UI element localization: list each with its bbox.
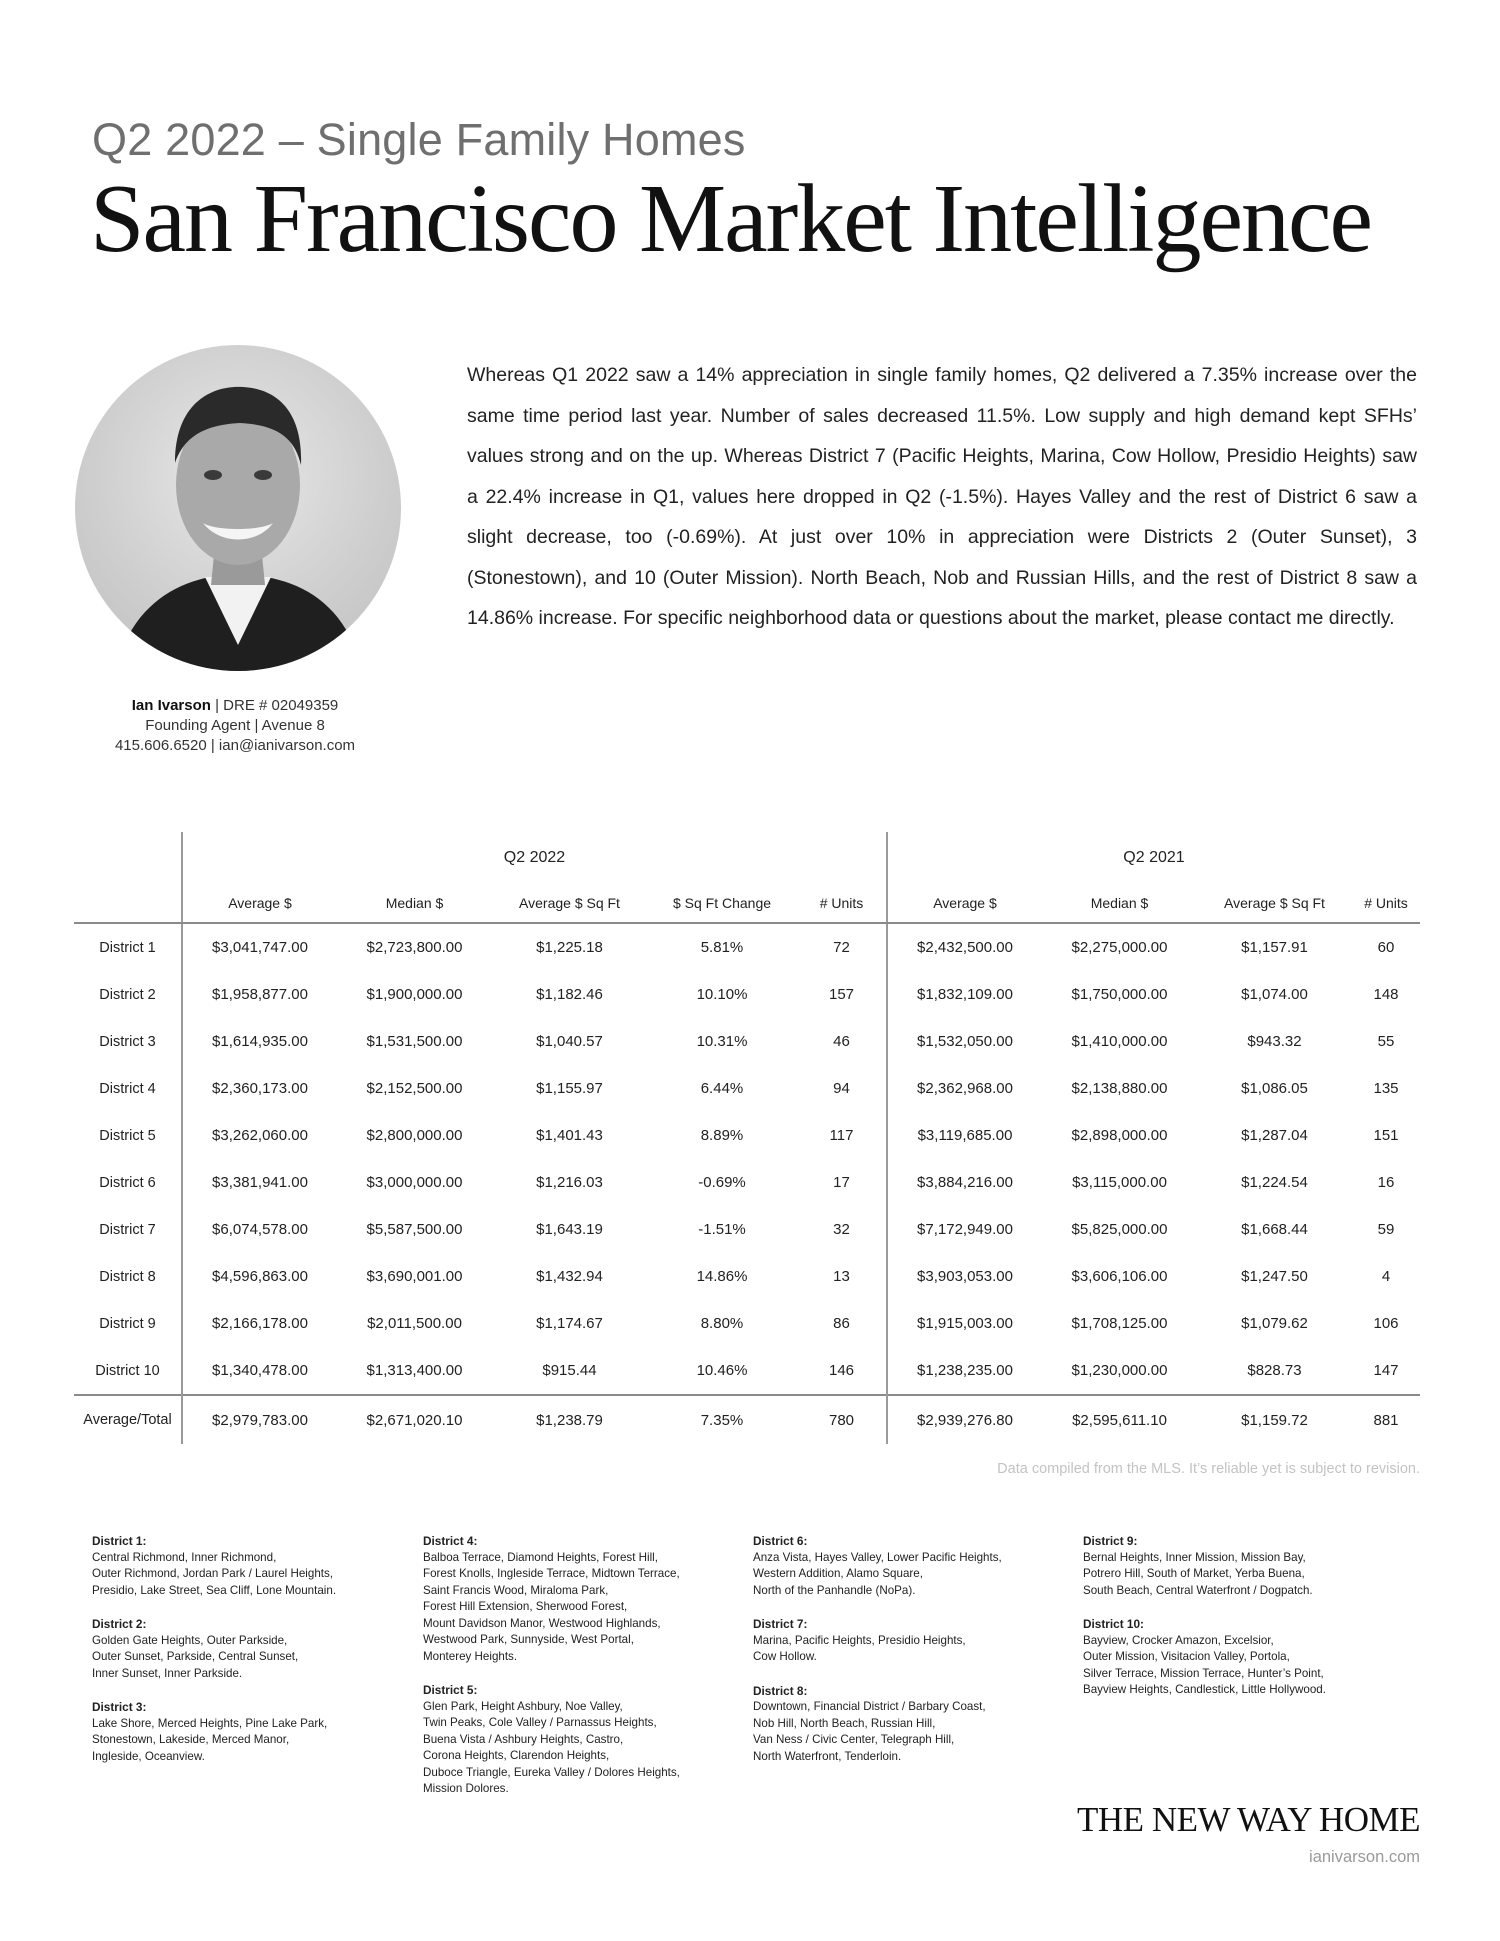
district-neighborhoods-line: Duboce Triangle, Eureka Valley / Dolores Heights, [423,1765,680,1779]
table-cell: $2,723,800.00 [366,939,463,956]
table-cell: $5,587,500.00 [366,1221,463,1238]
table-cell: 780 [797,1395,887,1444]
table-cell: $1,287.04 [1241,1127,1308,1144]
table-cell: 60 [1377,939,1395,956]
table-row [74,923,1420,971]
district-neighborhoods-line: Silver Terrace, Mission Terrace, Hunter’s Point, [1083,1666,1324,1680]
district-neighborhoods-line: Ingleside, Oceanview. [92,1749,205,1763]
table-cell: 135 [1373,1080,1399,1097]
table-cell: $3,262,060.00 [182,1112,337,1159]
table-cell: 147 [1373,1362,1399,1379]
row-label: District 10 [95,1362,160,1379]
table-cell: $1,432.94 [536,1268,603,1285]
table-cell: $3,690,001.00 [366,1268,463,1285]
district-name: District 6: [753,1534,808,1548]
district-neighborhoods-line: Glen Park, Height Ashbury, Noe Valley, [423,1699,623,1713]
district-neighborhoods-line: Golden Gate Heights, Outer Parkside, [92,1633,288,1647]
district-neighborhoods-line: Monterey Heights. [423,1649,518,1663]
table-cell: 32 [833,1221,850,1238]
row-label: District 1 [99,939,156,956]
district-neighborhoods-line: Buena Vista / Ashbury Heights, Castro, [423,1732,624,1746]
district-name: District 8: [753,1683,808,1698]
table-cell: 7.35% [647,1395,797,1444]
table-cell: $1,532,050.00 [887,1018,1042,1065]
agent-photo [75,345,401,671]
district-neighborhoods-line: Van Ness / Civic Center, Telegraph Hill, [753,1733,955,1746]
table-cell: $2,360,173.00 [182,1065,337,1112]
district-neighborhoods-line: Cow Hollow. [753,1650,817,1663]
row-label: Average/Total [74,1395,182,1444]
table-cell: 881 [1352,1395,1420,1444]
district-name: District 10: [1083,1617,1144,1631]
col-header: Average $ Sq Ft [1197,884,1352,923]
district-name: District 3: [92,1700,147,1714]
table-cell: $5,825,000.00 [1071,1221,1168,1238]
table-cell: $1,086.05 [1241,1080,1308,1097]
table-cell: 10.10% [696,986,748,1003]
table-cell: $1,224.54 [1241,1174,1308,1191]
district-block [423,1682,753,1798]
table-cell: $2,138,880.00 [1071,1080,1168,1097]
table-cell: 13 [833,1268,850,1285]
district-neighborhoods-line: Corona Heights, Clarendon Heights, [423,1749,610,1762]
district-neighborhoods-line: Anza Vista, Hayes Valley, Lower Pacific Heights, [753,1550,1002,1564]
table-cell: $2,362,968.00 [887,1065,1042,1112]
district-neighborhoods-line: Bernal Heights, Inner Mission, Mission Bay, [1083,1550,1306,1564]
table-row [74,1159,1420,1206]
district-name: District 5: [423,1683,478,1697]
district-neighborhoods-line: Saint Francis Wood, Miraloma Park, [423,1583,609,1597]
table-cell: 106 [1373,1315,1399,1332]
table-cell: $1,643.19 [536,1221,603,1238]
table-cell: $1,340,478.00 [182,1347,337,1395]
table-cell: $2,671,020.10 [337,1395,492,1444]
table-cell: 16 [1377,1174,1395,1191]
table-cell: $1,079.62 [1241,1315,1308,1332]
agent-role: Founding Agent | Avenue 8 [145,717,325,734]
table-row [74,971,1420,1018]
table-cell: $3,000,000.00 [366,1174,463,1191]
district-block [753,1683,1083,1766]
table-cell: $1,708,125.00 [1071,1315,1168,1332]
col-header: # Units [797,884,887,923]
total-row [74,1395,1420,1444]
district-column [753,1533,1083,1782]
table-cell: $1,668.44 [1241,1221,1308,1238]
table-cell: $3,381,941.00 [182,1159,337,1206]
table-cell: $1,832,109.00 [887,971,1042,1018]
table-cell: 148 [1373,986,1399,1003]
col-header: Average $ [887,884,1042,923]
district-column [1083,1533,1413,1716]
district-neighborhoods-line: Potrero Hill, South of Market, Yerba Buena, [1083,1567,1305,1580]
district-neighborhoods-line: Mount Davidson Manor, Westwood Highlands, [423,1616,661,1630]
table-cell: $1,915,003.00 [887,1300,1042,1347]
table-cell: $1,182.46 [536,986,603,1003]
table-row [74,1300,1420,1347]
agent-dre: | DRE # 02049359 [210,697,339,714]
district-column [92,1533,422,1782]
agent-contact[interactable]: 415.606.6520 | ian@ianivarson.com [114,737,356,754]
district-neighborhoods-line: Balboa Terrace, Diamond Heights, Forest Hill, [423,1550,658,1564]
table-row [74,1018,1420,1065]
table-cell: 72 [833,939,850,956]
table-cell: $1,750,000.00 [1071,986,1168,1003]
district-neighborhoods-line: Western Addition, Alamo Square, [753,1567,923,1580]
market-table [74,832,1420,1444]
table-cell: $1,225.18 [536,939,603,956]
table-cell: $3,903,053.00 [887,1253,1042,1300]
table-cell: $915.44 [542,1362,597,1379]
district-neighborhoods-line: Outer Richmond, Jordan Park / Laurel Heights, [92,1567,334,1580]
table-cell: 6.44% [700,1080,744,1097]
source-note: Data compiled from the MLS. It’s reliable yet is subject to revision. [997,1461,1420,1477]
table-cell: $3,119,685.00 [887,1112,1042,1159]
district-neighborhoods-line: Outer Sunset, Parkside, Central Sunset, [92,1650,299,1663]
district-block [753,1616,1083,1666]
table-cell: $2,275,000.00 [1071,939,1168,956]
district-block [1083,1533,1413,1599]
table-cell: $2,898,000.00 [1071,1127,1168,1144]
district-name: District 7: [753,1617,808,1631]
table-row [74,1112,1420,1159]
district-neighborhoods-line: Bayview, Crocker Amazon, Excelsior, [1083,1633,1274,1647]
col-header: Median $ [337,884,492,923]
district-neighborhoods-line: Mission Dolores. [423,1782,509,1795]
table-cell: 94 [833,1080,850,1097]
district-neighborhoods-line: Outer Mission, Visitacion Valley, Portola, [1083,1650,1290,1663]
table-cell: $1,216.03 [536,1174,603,1191]
table-cell: $1,159.72 [1197,1395,1352,1444]
table-cell: $2,800,000.00 [366,1127,463,1144]
table-cell: 59 [1377,1221,1395,1238]
table-row [74,1253,1420,1300]
table-cell: 10.31% [696,1033,748,1050]
district-neighborhoods-line: Lake Shore, Merced Heights, Pine Lake Park, [92,1716,328,1730]
table-cell: 151 [1373,1127,1399,1144]
district-neighborhoods-line: Marina, Pacific Heights, Presidio Heights, [753,1633,966,1647]
row-label: District 2 [99,986,156,1003]
table-cell: $3,606,106.00 [1071,1268,1168,1285]
district-block [1083,1616,1413,1699]
table-cell: 46 [833,1033,850,1050]
col-header: Average $ [182,884,337,923]
table-cell: 8.80% [700,1315,744,1332]
table-cell: $1,401.43 [536,1127,603,1144]
district-block [92,1699,422,1765]
brand-wordmark: THE NEW WAY HOME [1077,1800,1420,1839]
table-cell: $2,011,500.00 [367,1315,462,1332]
table-cell: $828.73 [1247,1362,1302,1379]
district-neighborhoods-line: Downtown, Financial District / Barbary Coast, [753,1700,986,1713]
col-header: $ Sq Ft Change [647,884,797,923]
table-cell: -1.51% [698,1221,746,1238]
table-cell: $1,174.67 [536,1315,603,1332]
district-neighborhoods-line: Stonestown, Lakeside, Merced Manor, [92,1733,290,1746]
district-neighborhoods-line: Forest Knolls, Ingleside Terrace, Midtown Terrace, [423,1567,680,1580]
district-neighborhoods-line: Forest Hill Extension, Sherwood Forest, [423,1600,628,1613]
table-cell: 55 [1377,1033,1395,1050]
col-header: # Units [1352,884,1420,923]
table-cell: $3,884,216.00 [887,1159,1042,1206]
table-cell: $4,596,863.00 [182,1253,337,1300]
table-cell: $1,900,000.00 [366,986,463,1003]
intro-paragraph: Whereas Q1 2022 saw a 14% appreciation in single family homes, Q2 delivered a 7.35% increase over the same time period last year. Number of sales decreased 11.5%. Low supply and high demand kept SFHs’ values strong and on the up. Whereas District 7 (Pacific Heights, Marina, Cow Hollow, Presidio Heights) saw a 22.4% increase in Q1, values here dropped in Q2 (-1.5%). Hayes Valley and the rest of District 6 saw a slight decrease, too (-0.69%). At just over 10% in appreciation were Districts 2 (Outer Sunset), 3 (Stonestown), and 10 (Outer Mission). North Beach, Nob and Russian Hills, and the rest of District 8 saw a 14.86% increase. For specific neighborhood data or questions about the market, please contact me directly. [467,364,1417,629]
col-header: Average $ Sq Ft [492,884,647,923]
table-cell: 86 [833,1315,850,1332]
district-name: District 4: [423,1534,478,1548]
district-neighborhoods-line: South Beach, Central Waterfront / Dogpatch. [1083,1583,1313,1597]
district-neighborhoods-line: Nob Hill, North Beach, Russian Hill, [753,1716,936,1730]
row-label: District 3 [99,1033,156,1050]
table-row [74,1347,1420,1395]
table-cell: $1,531,500.00 [366,1033,463,1050]
table-cell: 5.81% [700,939,744,956]
table-cell: $1,238.79 [492,1395,647,1444]
table-cell: 146 [828,1362,855,1379]
col-header: Median $ [1042,884,1197,923]
table-cell: $1,230,000.00 [1071,1362,1168,1379]
table-cell: $1,247.50 [1241,1268,1308,1285]
table-cell: $3,041,747.00 [182,923,337,971]
table-cell: $6,074,578.00 [182,1206,337,1253]
table-cell: $1,614,935.00 [182,1018,337,1065]
district-neighborhoods-line: Twin Peaks, Cole Valley / Parnassus Heights, [423,1716,657,1729]
table-cell: $1,155.97 [536,1080,603,1097]
table-cell: $2,152,500.00 [366,1080,463,1097]
table-cell: $1,040.57 [536,1033,603,1050]
district-neighborhoods-line: Inner Sunset, Inner Parkside. [92,1666,243,1680]
district-block [423,1533,753,1665]
group-header-q2-2021: Q2 2021 [887,832,1420,884]
district-neighborhoods-line: Presidio, Lake Street, Sea Cliff, Lone Mountain. [92,1583,337,1597]
row-label: District 6 [99,1174,156,1191]
table-cell: 14.86% [696,1268,748,1285]
table-cell: $1,958,877.00 [182,971,337,1018]
table-cell: $1,074.00 [1241,986,1308,1003]
district-block [92,1533,422,1599]
agent-name: Ian Ivarson [131,697,211,714]
district-neighborhoods-line: North of the Panhandle (NoPa). [753,1583,916,1597]
page-title: San Francisco Market Intelligence [90,165,1372,273]
table-cell: $2,979,783.00 [182,1395,337,1444]
table-cell: $1,313,400.00 [366,1362,463,1379]
table-cell: 17 [833,1174,850,1191]
table-cell: 10.46% [696,1362,748,1379]
district-neighborhoods-line: North Waterfront, Tenderloin. [753,1749,902,1763]
row-label: District 5 [99,1127,156,1144]
row-label: District 4 [99,1080,156,1097]
district-block [753,1533,1083,1599]
table-cell: 4 [1381,1268,1391,1285]
district-neighborhoods-line: Bayview Heights, Candlestick, Little Hollywood. [1083,1683,1326,1696]
district-neighborhoods-line: Westwood Park, Sunnyside, West Portal, [423,1633,634,1646]
page-subtitle: Q2 2022 – Single Family Homes [92,114,746,165]
district-block [92,1616,422,1682]
row-label: District 7 [99,1221,156,1238]
agent-info [90,696,380,756]
group-header-q2-2022: Q2 2022 [182,832,887,884]
table-row [74,1206,1420,1253]
table-cell: 117 [829,1127,854,1144]
district-name: District 1: [92,1534,147,1548]
table-row [74,1065,1420,1112]
district-name: District 9: [1083,1534,1138,1548]
district-name: District 2: [92,1617,147,1631]
table-cell: $2,939,276.80 [887,1395,1042,1444]
table-cell: 8.89% [700,1127,744,1144]
table-cell: $2,432,500.00 [887,923,1042,971]
district-column [423,1533,753,1815]
table-cell: $2,595,611.10 [1042,1395,1197,1444]
row-label: District 9 [99,1315,156,1332]
table-cell: $1,238,235.00 [887,1347,1042,1395]
table-cell: $1,157.91 [1241,939,1308,956]
table-cell: $2,166,178.00 [182,1300,337,1347]
table-cell: $3,115,000.00 [1072,1174,1167,1191]
website-link[interactable]: ianivarson.com [1309,1848,1420,1866]
table-cell: $943.32 [1247,1033,1302,1050]
table-cell: $7,172,949.00 [887,1206,1042,1253]
table-cell: $1,410,000.00 [1071,1033,1168,1050]
district-neighborhoods-line: Central Richmond, Inner Richmond, [92,1550,277,1564]
row-label: District 8 [99,1268,156,1285]
table-cell: -0.69% [698,1174,746,1191]
table-cell: 157 [828,986,855,1003]
